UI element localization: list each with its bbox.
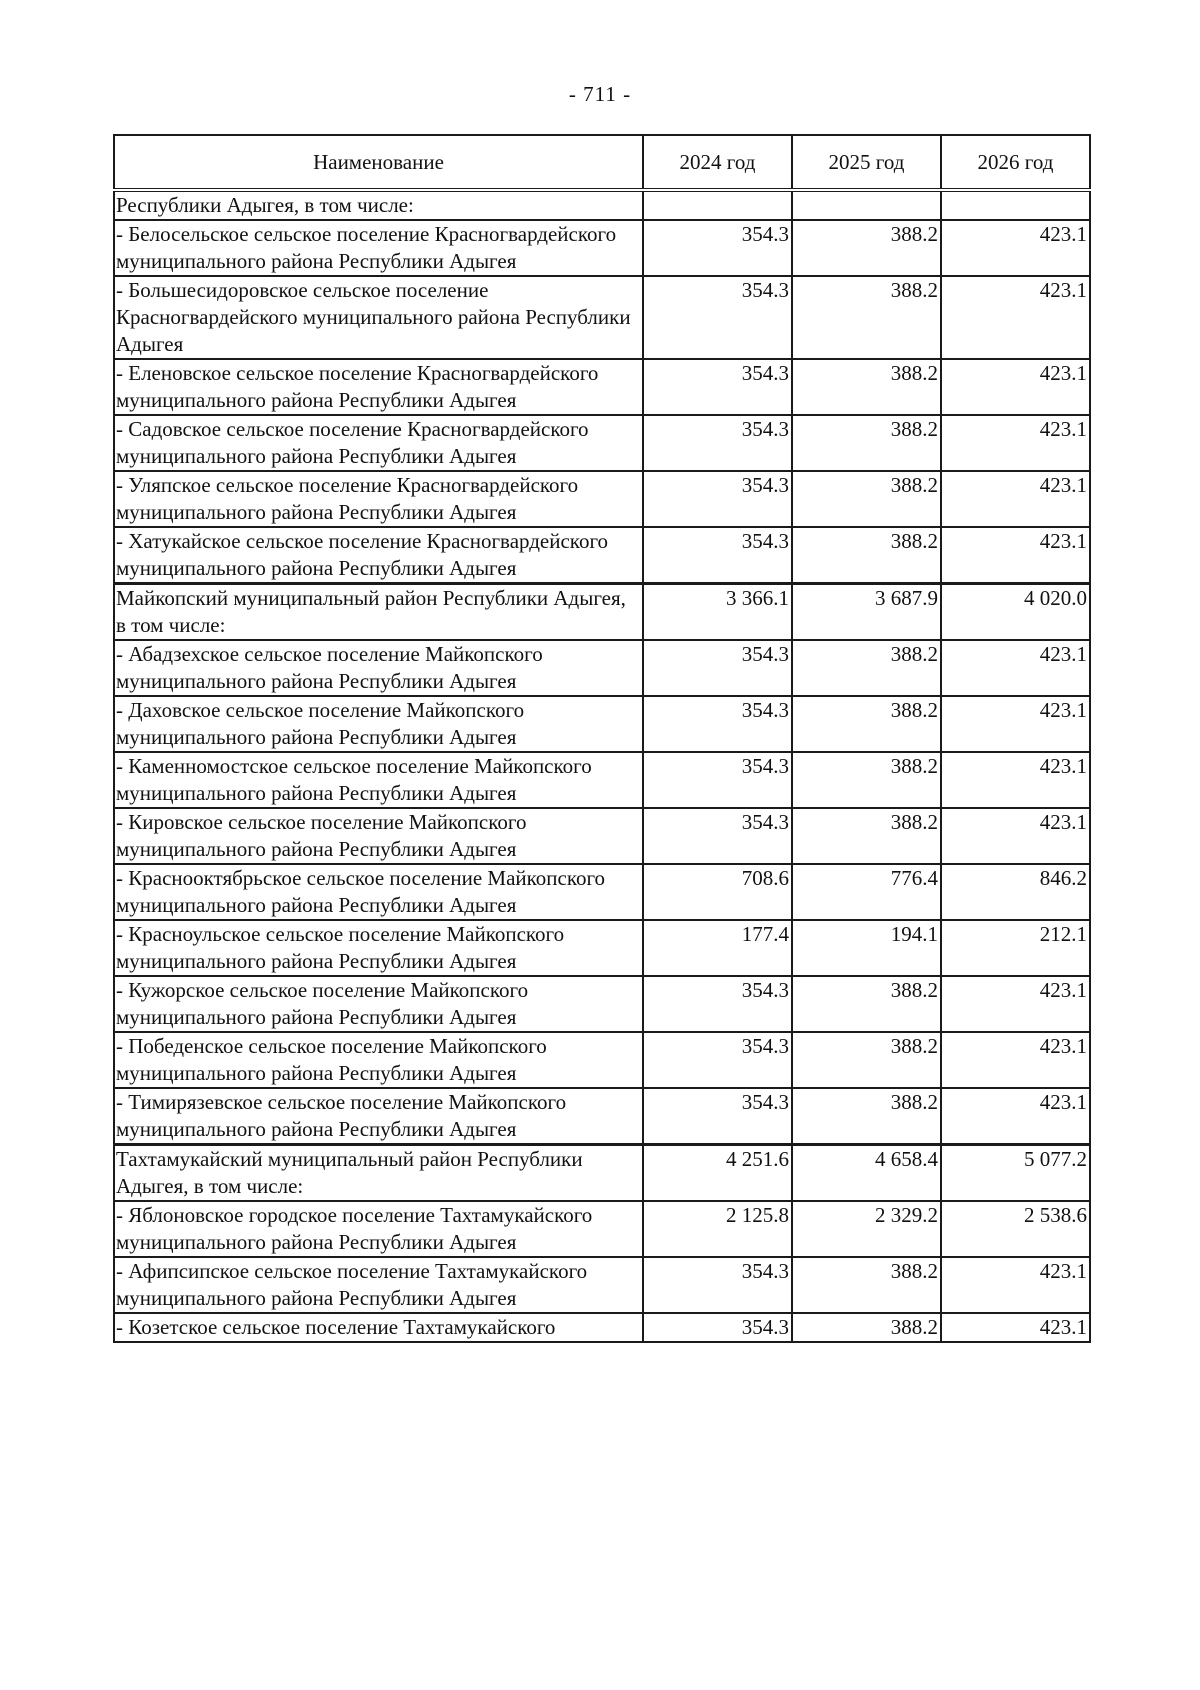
row-name-cell: Республики Адыгея, в том числе:	[114, 190, 643, 220]
row-value-2026: 423.1	[941, 527, 1090, 584]
row-value-2024: 4 251.6	[643, 1145, 792, 1202]
row-value-2024	[643, 190, 792, 220]
row-value-2024: 177.4	[643, 920, 792, 976]
row-value-2026: 423.1	[941, 1313, 1090, 1342]
table-row-group	[114, 584, 1090, 641]
row-value-2024: 354.3	[643, 527, 792, 584]
table-row	[114, 1201, 1090, 1257]
row-value-2024: 354.3	[643, 220, 792, 276]
row-value-2024: 2 125.8	[643, 1201, 792, 1257]
row-value-2024: 354.3	[643, 359, 792, 415]
row-value-2026: 423.1	[941, 1257, 1090, 1313]
row-name-cell: - Кировское сельское поселение Майкопского муниципального района Республики Адыгея	[114, 808, 643, 864]
row-name-cell: - Краснооктябрьское сельское поселение Майкопского муниципального района Республики Адыгея	[114, 864, 643, 920]
row-value-2026: 846.2	[941, 864, 1090, 920]
row-name-cell: - Яблоновское городское поселение Тахтамукайского муниципального района Республики Адыгея	[114, 1201, 643, 1257]
row-value-2026	[941, 190, 1090, 220]
row-value-2025: 388.2	[792, 1313, 941, 1342]
row-value-2025: 194.1	[792, 920, 941, 976]
table-row	[114, 920, 1090, 976]
row-name-cell: - Кужорское сельское поселение Майкопского муниципального района Республики Адыгея	[114, 976, 643, 1032]
row-value-2026: 423.1	[941, 696, 1090, 752]
row-value-2025	[792, 190, 941, 220]
row-value-2024: 354.3	[643, 415, 792, 471]
table-body	[114, 190, 1090, 1342]
header-2026: 2026 год	[941, 135, 1090, 190]
row-name-cell: - Абадзехское сельское поселение Майкопского муниципального района Республики Адыгея	[114, 640, 643, 696]
row-value-2024: 354.3	[643, 696, 792, 752]
row-value-2026: 423.1	[941, 976, 1090, 1032]
row-value-2026: 212.1	[941, 920, 1090, 976]
row-name-cell: - Козетское сельское поселение Тахтамукайского	[114, 1313, 643, 1342]
row-value-2026: 423.1	[941, 1088, 1090, 1145]
row-value-2024: 354.3	[643, 808, 792, 864]
row-value-2025: 388.2	[792, 1088, 941, 1145]
row-name-cell: - Каменномостское сельское поселение Майкопского муниципального района Республики Адыгея	[114, 752, 643, 808]
row-value-2024: 354.3	[643, 276, 792, 359]
table-header	[114, 135, 1090, 190]
row-name-cell: - Победенское сельское поселение Майкопского муниципального района Республики Адыгея	[114, 1032, 643, 1088]
row-name-cell: - Тимирязевское сельское поселение Майкопского муниципального района Республики Адыгея	[114, 1088, 643, 1145]
row-name-cell: Майкопский муниципальный район Республики Адыгея, в том числе:	[114, 584, 643, 641]
row-value-2026: 423.1	[941, 359, 1090, 415]
table-row	[114, 864, 1090, 920]
row-value-2026: 423.1	[941, 640, 1090, 696]
table-row	[114, 752, 1090, 808]
row-value-2024: 354.3	[643, 1313, 792, 1342]
table-row	[114, 1032, 1090, 1088]
row-value-2025: 388.2	[792, 1257, 941, 1313]
row-value-2024: 354.3	[643, 752, 792, 808]
table-row	[114, 220, 1090, 276]
row-value-2026: 5 077.2	[941, 1145, 1090, 1202]
row-name-cell: - Большесидоровское сельское поселение Красногвардейского муниципального района Республики Адыгея	[114, 276, 643, 359]
row-name-cell: - Уляпское сельское поселение Красногвардейского муниципального района Республики Адыгея	[114, 471, 643, 527]
row-value-2024: 354.3	[643, 1032, 792, 1088]
table-row	[114, 190, 1090, 220]
row-name-cell: Тахтамукайский муниципальный район Республики Адыгея, в том числе:	[114, 1145, 643, 1202]
row-value-2026: 423.1	[941, 471, 1090, 527]
table-row-group	[114, 1145, 1090, 1202]
row-value-2026: 423.1	[941, 752, 1090, 808]
row-value-2024: 354.3	[643, 1257, 792, 1313]
row-value-2025: 388.2	[792, 808, 941, 864]
row-value-2026: 2 538.6	[941, 1201, 1090, 1257]
row-name-cell: - Даховское сельское поселение Майкопского муниципального района Республики Адыгея	[114, 696, 643, 752]
row-value-2025: 2 329.2	[792, 1201, 941, 1257]
header-row	[114, 135, 1090, 190]
row-name-cell: - Белосельское сельское поселение Красногвардейского муниципального района Республики Адыгея	[114, 220, 643, 276]
table-row	[114, 1313, 1090, 1342]
row-value-2025: 388.2	[792, 976, 941, 1032]
row-value-2024: 3 366.1	[643, 584, 792, 641]
table-row	[114, 276, 1090, 359]
row-value-2025: 388.2	[792, 1032, 941, 1088]
budget-table	[113, 134, 1091, 1343]
row-value-2025: 388.2	[792, 276, 941, 359]
row-value-2026: 4 020.0	[941, 584, 1090, 641]
table-row	[114, 471, 1090, 527]
row-name-cell: - Еленовское сельское поселение Красногвардейского муниципального района Республики Адыгея	[114, 359, 643, 415]
row-value-2026: 423.1	[941, 1032, 1090, 1088]
header-2025: 2025 год	[792, 135, 941, 190]
table-row	[114, 1257, 1090, 1313]
row-value-2025: 388.2	[792, 220, 941, 276]
row-value-2024: 354.3	[643, 640, 792, 696]
table-row	[114, 976, 1090, 1032]
row-value-2026: 423.1	[941, 808, 1090, 864]
row-value-2025: 388.2	[792, 752, 941, 808]
header-name: Наименование	[114, 135, 643, 190]
row-value-2025: 388.2	[792, 527, 941, 584]
table-row	[114, 1088, 1090, 1145]
table-row	[114, 527, 1090, 584]
table-row	[114, 696, 1090, 752]
table-row	[114, 640, 1090, 696]
row-value-2024: 708.6	[643, 864, 792, 920]
row-value-2025: 388.2	[792, 696, 941, 752]
row-value-2025: 388.2	[792, 640, 941, 696]
row-name-cell: - Садовское сельское поселение Красногвардейского муниципального района Республики Адыгея	[114, 415, 643, 471]
row-value-2026: 423.1	[941, 276, 1090, 359]
row-value-2024: 354.3	[643, 1088, 792, 1145]
row-value-2024: 354.3	[643, 976, 792, 1032]
table-row	[114, 415, 1090, 471]
row-value-2024: 354.3	[643, 471, 792, 527]
header-2024: 2024 год	[643, 135, 792, 190]
row-value-2025: 388.2	[792, 471, 941, 527]
row-value-2025: 776.4	[792, 864, 941, 920]
table-row	[114, 808, 1090, 864]
row-value-2025: 4 658.4	[792, 1145, 941, 1202]
row-value-2026: 423.1	[941, 220, 1090, 276]
table-row	[114, 359, 1090, 415]
row-value-2025: 388.2	[792, 359, 941, 415]
row-name-cell: - Хатукайское сельское поселение Красногвардейского муниципального района Республики Адыгея	[114, 527, 643, 584]
row-value-2025: 388.2	[792, 415, 941, 471]
row-name-cell: - Афипсипское сельское поселение Тахтамукайского муниципального района Республики Адыгея	[114, 1257, 643, 1313]
row-value-2026: 423.1	[941, 415, 1090, 471]
row-value-2025: 3 687.9	[792, 584, 941, 641]
row-name-cell: - Красноульское сельское поселение Майкопского муниципального района Республики Адыгея	[114, 920, 643, 976]
page-number: - 711 -	[568, 82, 632, 106]
